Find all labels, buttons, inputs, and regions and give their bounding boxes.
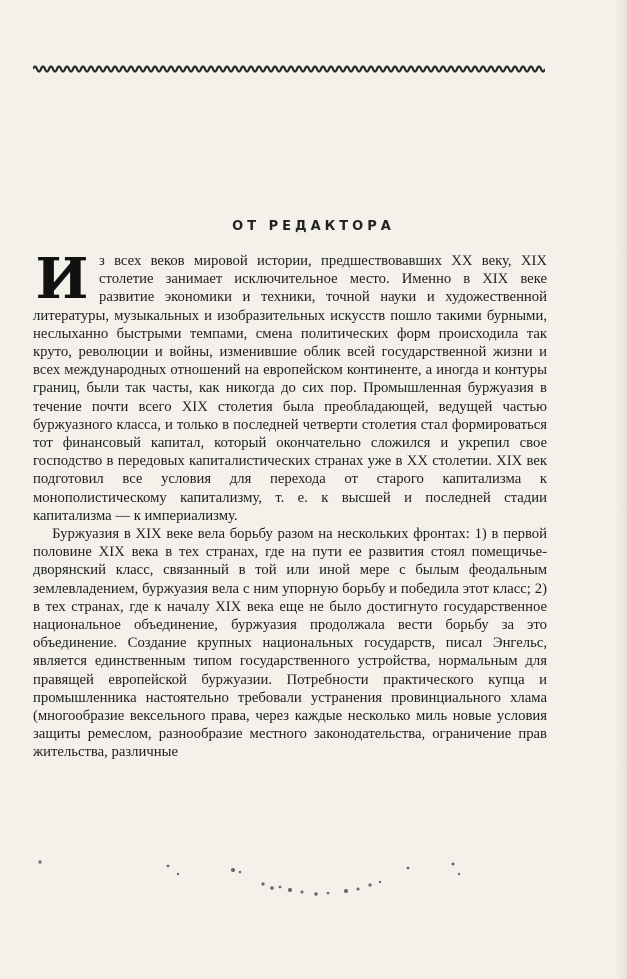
paragraph-text: Буржуазия в XIX веке вела борьбу разом на нескольких фронтах: 1) в первой половине XIX века в тех странах, где на пути ее развития стоял помещичье-дворянский класс, связанный в той или иной мере с былым феодальным землевладением, буржуазия вела с ним упорную борьбу и победила этот класс; 2) в тех странах, где к началу XIX века еще не было достигнуто государственное национальное объединение, буржуазия продолжала вести борьбу за это объединение. Создание крупных национальных государств, писал Энгельс, является единственным типом государственного устройства, нормальным для правящей европейской буржуазии. Потребности практического купца и промышленника настоятельно требовали устранения провинциального хлама (многообразие вексельного права, через каждые несколько миль новые условия защиты ремеслом, разнообразие местного законодательства, ограничение прав жительства, различные <box>33 526 547 761</box>
wave-ornament-divider <box>33 63 545 75</box>
page-edge-shadow <box>613 0 627 979</box>
paragraph <box>33 246 547 525</box>
paragraph-text: з всех веков мировой истории, предшествовавших XX веку, XIX столетие занимает исключительное место. Именно в XIX веке развитие экономики и техники, точной науки и художественной литературы, музыкальных и изобразительных искусств пошло такими бурными, неслыханно быстрыми темпами, смена политических форм происходила так круто, революции и войны, изменившие облик всей государственной жизни и всех международных отношений на европейском континенте, а иногда и контуры границ, были так часты, как никогда до сих пор. Промышленная буржуазия в течение почти всего XIX столетия была преобладающей, ведущей частью буржуазного класса, и только в последней четверти столетия стал формироваться тот финансовый капитал, который окончательно сложился и укрепил свое господство в передовых капиталистических странах уже в XX столетии. XIX век подготовил все условия для перехода от старого капитализма к монополистическому капитализму, т. е. к высшей и последней стадии капитализма — к империализму. <box>33 253 547 524</box>
page-title: ОТ РЕДАКТОРА <box>232 219 395 234</box>
body-text <box>33 246 547 762</box>
ink-specks <box>28 852 488 902</box>
drop-cap-initial: И <box>35 246 89 312</box>
paragraph <box>33 525 547 762</box>
